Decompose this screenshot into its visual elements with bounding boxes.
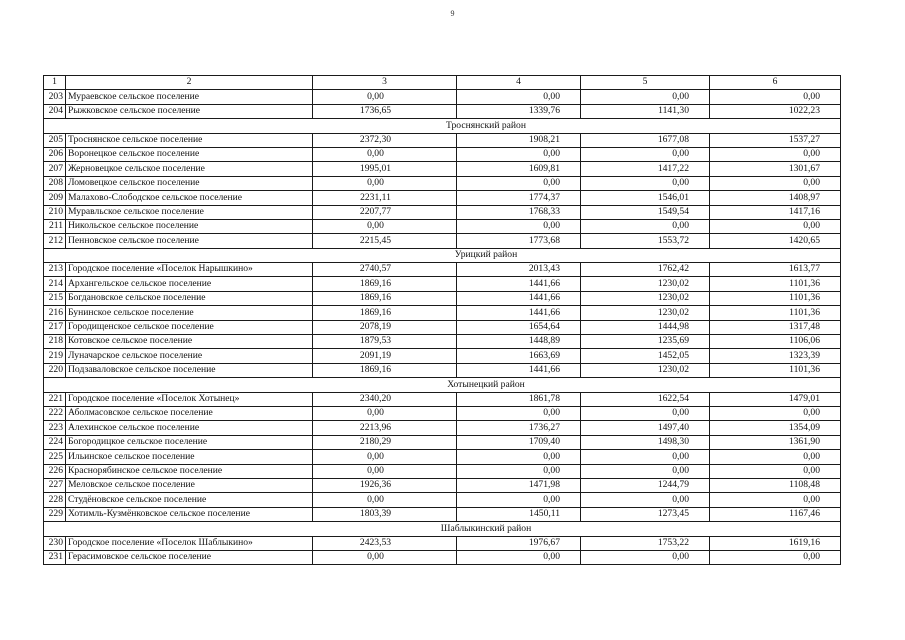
value-col-6: 1420,65 xyxy=(710,234,841,248)
settlement-name: Ильинское сельское поселение xyxy=(66,450,313,464)
table-row xyxy=(44,291,841,305)
table-row xyxy=(44,550,841,564)
value-col-3: 2091,19 xyxy=(313,349,457,363)
table-row xyxy=(44,349,841,363)
value-col-4: 1609,81 xyxy=(457,162,581,176)
value-col-5: 1417,22 xyxy=(581,162,710,176)
budget-table xyxy=(43,75,841,565)
row-number: 209 xyxy=(44,191,66,205)
settlement-name: Краснорябинское сельское поселение xyxy=(66,464,313,478)
value-col-4: 1441,66 xyxy=(457,363,581,377)
value-col-4: 0,00 xyxy=(457,219,581,233)
value-col-6: 1022,23 xyxy=(710,104,841,118)
table-row xyxy=(44,90,841,104)
value-col-5: 1762,42 xyxy=(581,263,710,277)
table-row xyxy=(44,191,841,205)
column-header: 2 xyxy=(66,76,313,90)
value-col-4: 1768,33 xyxy=(457,205,581,219)
district-header-row xyxy=(44,119,841,133)
value-col-3: 0,00 xyxy=(313,450,457,464)
value-col-6: 0,00 xyxy=(710,219,841,233)
district-name: Хотынецкий район xyxy=(44,378,841,392)
settlement-name: Архангельское сельское поселение xyxy=(66,277,313,291)
value-col-3: 0,00 xyxy=(313,550,457,564)
table-row xyxy=(44,536,841,550)
value-col-3: 1926,36 xyxy=(313,478,457,492)
value-col-6: 1101,36 xyxy=(710,291,841,305)
row-number: 215 xyxy=(44,291,66,305)
table-row xyxy=(44,133,841,147)
value-col-4: 1709,40 xyxy=(457,435,581,449)
value-col-4: 0,00 xyxy=(457,550,581,564)
value-col-5: 1549,54 xyxy=(581,205,710,219)
row-number: 227 xyxy=(44,478,66,492)
table-row xyxy=(44,234,841,248)
value-col-5: 0,00 xyxy=(581,147,710,161)
settlement-name: Мураевское сельское поселение xyxy=(66,90,313,104)
value-col-6: 1619,16 xyxy=(710,536,841,550)
table-row xyxy=(44,176,841,190)
value-col-3: 2740,57 xyxy=(313,263,457,277)
table-header-row xyxy=(44,76,841,90)
table-row xyxy=(44,493,841,507)
row-number: 225 xyxy=(44,450,66,464)
settlement-name: Городское поселение «Поселок Шаблыкино» xyxy=(66,536,313,550)
district-header-row xyxy=(44,248,841,262)
row-number: 207 xyxy=(44,162,66,176)
value-col-4: 1774,37 xyxy=(457,191,581,205)
value-col-6: 1317,48 xyxy=(710,320,841,334)
row-number: 205 xyxy=(44,133,66,147)
value-col-4: 0,00 xyxy=(457,176,581,190)
value-col-3: 0,00 xyxy=(313,90,457,104)
value-col-6: 1101,36 xyxy=(710,363,841,377)
value-col-4: 1448,89 xyxy=(457,335,581,349)
value-col-4: 1654,64 xyxy=(457,320,581,334)
value-col-4: 1441,66 xyxy=(457,291,581,305)
value-col-5: 1230,02 xyxy=(581,291,710,305)
table-row xyxy=(44,335,841,349)
value-col-3: 1869,16 xyxy=(313,306,457,320)
value-col-3: 1869,16 xyxy=(313,291,457,305)
value-col-3: 2372,30 xyxy=(313,133,457,147)
value-col-5: 1622,54 xyxy=(581,392,710,406)
page-number: 9 xyxy=(450,9,455,18)
value-col-6: 1323,39 xyxy=(710,349,841,363)
row-number: 223 xyxy=(44,421,66,435)
table-row xyxy=(44,421,841,435)
district-name: Шаблыкинский район xyxy=(44,522,841,536)
settlement-name: Никольское сельское поселение xyxy=(66,219,313,233)
value-col-5: 0,00 xyxy=(581,406,710,420)
value-col-5: 0,00 xyxy=(581,464,710,478)
value-col-6: 0,00 xyxy=(710,550,841,564)
settlement-name: Городищенское сельское поселение xyxy=(66,320,313,334)
value-col-6: 1417,16 xyxy=(710,205,841,219)
value-col-6: 1108,48 xyxy=(710,478,841,492)
value-col-5: 1273,45 xyxy=(581,507,710,521)
value-col-4: 0,00 xyxy=(457,464,581,478)
table-row xyxy=(44,104,841,118)
settlement-name: Герасимовское сельское поселение xyxy=(66,550,313,564)
table-row xyxy=(44,277,841,291)
row-number: 218 xyxy=(44,335,66,349)
settlement-name: Муравльское сельское поселение xyxy=(66,205,313,219)
value-col-3: 0,00 xyxy=(313,493,457,507)
row-number: 231 xyxy=(44,550,66,564)
value-col-5: 1230,02 xyxy=(581,277,710,291)
row-number: 216 xyxy=(44,306,66,320)
settlement-name: Воронецкое сельское поселение xyxy=(66,147,313,161)
table-row xyxy=(44,320,841,334)
settlement-name: Троснянское сельское поселение xyxy=(66,133,313,147)
row-number: 228 xyxy=(44,493,66,507)
value-col-6: 0,00 xyxy=(710,493,841,507)
settlement-name: Подзаваловское сельское поселение xyxy=(66,363,313,377)
value-col-6: 0,00 xyxy=(710,147,841,161)
value-col-6: 1479,01 xyxy=(710,392,841,406)
value-col-4: 0,00 xyxy=(457,406,581,420)
value-col-3: 2423,53 xyxy=(313,536,457,550)
value-col-3: 2180,29 xyxy=(313,435,457,449)
value-col-6: 1361,90 xyxy=(710,435,841,449)
value-col-3: 2215,45 xyxy=(313,234,457,248)
value-col-3: 0,00 xyxy=(313,406,457,420)
value-col-3: 1869,16 xyxy=(313,363,457,377)
value-col-3: 0,00 xyxy=(313,176,457,190)
value-col-4: 1861,78 xyxy=(457,392,581,406)
value-col-5: 1753,22 xyxy=(581,536,710,550)
value-col-3: 2213,96 xyxy=(313,421,457,435)
settlement-name: Богородицкое сельское поселение xyxy=(66,435,313,449)
district-header-row xyxy=(44,522,841,536)
value-col-4: 0,00 xyxy=(457,90,581,104)
column-header: 6 xyxy=(710,76,841,90)
value-col-3: 0,00 xyxy=(313,147,457,161)
column-header: 3 xyxy=(313,76,457,90)
table-row xyxy=(44,205,841,219)
value-col-4: 1441,66 xyxy=(457,277,581,291)
value-col-6: 0,00 xyxy=(710,176,841,190)
district-name: Троснянский район xyxy=(44,119,841,133)
row-number: 211 xyxy=(44,219,66,233)
value-col-6: 1167,46 xyxy=(710,507,841,521)
value-col-5: 0,00 xyxy=(581,493,710,507)
row-number: 226 xyxy=(44,464,66,478)
table-row xyxy=(44,478,841,492)
value-col-5: 0,00 xyxy=(581,450,710,464)
value-col-3: 2078,19 xyxy=(313,320,457,334)
value-col-5: 1444,98 xyxy=(581,320,710,334)
value-col-6: 1613,77 xyxy=(710,263,841,277)
table-row xyxy=(44,306,841,320)
value-col-5: 0,00 xyxy=(581,219,710,233)
settlement-name: Аболмасовское сельское поселение xyxy=(66,406,313,420)
row-number: 229 xyxy=(44,507,66,521)
settlement-name: Богдановское сельское поселение xyxy=(66,291,313,305)
settlement-name: Малахово-Слободское сельское поселение xyxy=(66,191,313,205)
value-col-3: 2207,77 xyxy=(313,205,457,219)
value-col-5: 0,00 xyxy=(581,90,710,104)
value-col-5: 1546,01 xyxy=(581,191,710,205)
value-col-6: 0,00 xyxy=(710,464,841,478)
settlement-name: Котовское сельское поселение xyxy=(66,335,313,349)
value-col-5: 1498,30 xyxy=(581,435,710,449)
settlement-name: Бунинское сельское поселение xyxy=(66,306,313,320)
row-number: 217 xyxy=(44,320,66,334)
row-number: 214 xyxy=(44,277,66,291)
value-col-4: 2013,43 xyxy=(457,263,581,277)
value-col-4: 1663,69 xyxy=(457,349,581,363)
table-row xyxy=(44,435,841,449)
table-row xyxy=(44,147,841,161)
value-col-3: 0,00 xyxy=(313,219,457,233)
row-number: 204 xyxy=(44,104,66,118)
table-body xyxy=(44,76,841,565)
value-col-4: 1450,11 xyxy=(457,507,581,521)
value-col-3: 0,00 xyxy=(313,464,457,478)
row-number: 206 xyxy=(44,147,66,161)
table-row xyxy=(44,392,841,406)
value-col-5: 1677,08 xyxy=(581,133,710,147)
row-number: 224 xyxy=(44,435,66,449)
table-row xyxy=(44,162,841,176)
row-number: 212 xyxy=(44,234,66,248)
row-number: 221 xyxy=(44,392,66,406)
value-col-4: 1471,98 xyxy=(457,478,581,492)
value-col-6: 1101,36 xyxy=(710,277,841,291)
table-row xyxy=(44,219,841,233)
value-col-4: 1976,67 xyxy=(457,536,581,550)
district-header-row xyxy=(44,378,841,392)
value-col-5: 1553,72 xyxy=(581,234,710,248)
table-row xyxy=(44,406,841,420)
value-col-5: 1235,69 xyxy=(581,335,710,349)
value-col-4: 1441,66 xyxy=(457,306,581,320)
value-col-4: 0,00 xyxy=(457,450,581,464)
table-row xyxy=(44,363,841,377)
value-col-6: 1354,09 xyxy=(710,421,841,435)
value-col-3: 1879,53 xyxy=(313,335,457,349)
row-number: 219 xyxy=(44,349,66,363)
value-col-5: 1141,30 xyxy=(581,104,710,118)
row-number: 220 xyxy=(44,363,66,377)
settlement-name: Рыжковское сельское поселение xyxy=(66,104,313,118)
value-col-6: 0,00 xyxy=(710,450,841,464)
value-col-5: 1230,02 xyxy=(581,363,710,377)
value-col-3: 1736,65 xyxy=(313,104,457,118)
settlement-name: Алехинское сельское поселение xyxy=(66,421,313,435)
value-col-4: 1773,68 xyxy=(457,234,581,248)
settlement-name: Городское поселение «Поселок Нарышкино» xyxy=(66,263,313,277)
value-col-5: 1230,02 xyxy=(581,306,710,320)
settlement-name: Луначарское сельское поселение xyxy=(66,349,313,363)
table-row xyxy=(44,450,841,464)
table-row xyxy=(44,263,841,277)
row-number: 208 xyxy=(44,176,66,190)
settlement-name: Жерновецкое сельское поселение xyxy=(66,162,313,176)
column-header: 5 xyxy=(581,76,710,90)
value-col-4: 0,00 xyxy=(457,493,581,507)
settlement-name: Ломовецкое сельское поселение xyxy=(66,176,313,190)
value-col-5: 1452,05 xyxy=(581,349,710,363)
column-header: 1 xyxy=(44,76,66,90)
value-col-3: 2231,11 xyxy=(313,191,457,205)
value-col-6: 1408,97 xyxy=(710,191,841,205)
table-row xyxy=(44,464,841,478)
settlement-name: Студёновское сельское поселение xyxy=(66,493,313,507)
column-header: 4 xyxy=(457,76,581,90)
row-number: 222 xyxy=(44,406,66,420)
value-col-5: 1497,40 xyxy=(581,421,710,435)
value-col-6: 0,00 xyxy=(710,90,841,104)
value-col-5: 0,00 xyxy=(581,550,710,564)
value-col-4: 0,00 xyxy=(457,147,581,161)
row-number: 203 xyxy=(44,90,66,104)
value-col-5: 1244,79 xyxy=(581,478,710,492)
value-col-5: 0,00 xyxy=(581,176,710,190)
value-col-6: 0,00 xyxy=(710,406,841,420)
value-col-4: 1908,21 xyxy=(457,133,581,147)
value-col-6: 1301,67 xyxy=(710,162,841,176)
value-col-3: 1869,16 xyxy=(313,277,457,291)
value-col-6: 1537,27 xyxy=(710,133,841,147)
settlement-name: Пенновское сельское поселение xyxy=(66,234,313,248)
settlement-name: Городское поселение «Поселок Хотынец» xyxy=(66,392,313,406)
value-col-3: 1995,01 xyxy=(313,162,457,176)
row-number: 230 xyxy=(44,536,66,550)
settlement-name: Хотимль-Кузмёнковское сельское поселение xyxy=(66,507,313,521)
value-col-3: 2340,20 xyxy=(313,392,457,406)
district-name: Урицкий район xyxy=(44,248,841,262)
value-col-6: 1106,06 xyxy=(710,335,841,349)
settlement-name: Меловское сельское поселение xyxy=(66,478,313,492)
table-row xyxy=(44,507,841,521)
row-number: 213 xyxy=(44,263,66,277)
value-col-3: 1803,39 xyxy=(313,507,457,521)
value-col-4: 1736,27 xyxy=(457,421,581,435)
value-col-6: 1101,36 xyxy=(710,306,841,320)
row-number: 210 xyxy=(44,205,66,219)
value-col-4: 1339,76 xyxy=(457,104,581,118)
